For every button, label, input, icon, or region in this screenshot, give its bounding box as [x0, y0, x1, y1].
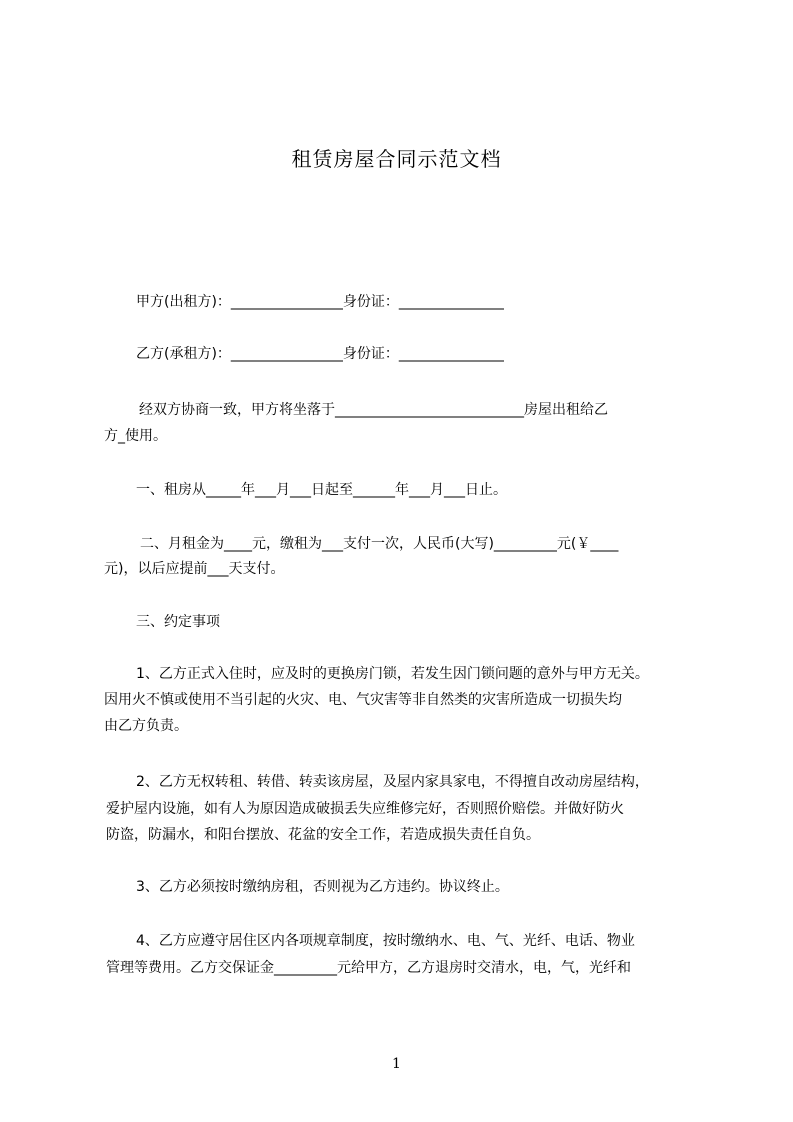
item-2-line-3: 防盗，防漏水，和阳台摆放、花盆的安全工作，若造成损失责任自负。: [106, 827, 540, 843]
party-b-line: 乙方(承租方)：________________身份证：_______________: [136, 346, 504, 362]
agreement-line-1: 经双方协商一致，甲方将坐落于___________________________房屋出租给乙: [139, 402, 608, 418]
item-1-line-2: 因用火不慎或使用不当引起的火灾、电、气灾害等非自然类的灾害所造成一切损失均: [104, 692, 622, 708]
document-title: 租赁房屋合同示范文档: [291, 147, 502, 171]
clause-3-heading: 三、约定事项: [136, 614, 220, 630]
agreement-line-2: 方_使用。: [104, 428, 167, 444]
item-2-line-2: 爱护屋内设施，如有人为原因造成破损丢失应维修完好，否则照价赔偿。并做好防火: [106, 801, 624, 817]
item-1-line-1: 1、乙方正式入住时，应及时的更换房门锁，若发生因门锁问题的意外与甲方无关。: [136, 666, 649, 682]
page-number: 1: [392, 1056, 401, 1072]
clause-2-line-1: 二、月租金为____元，缴租为___支付一次，人民币(大写)_________元(￥____: [140, 536, 619, 552]
item-1-line-3: 由乙方负责。: [104, 718, 188, 734]
party-a-line: 甲方(出租方)：________________身份证：_______________: [136, 294, 504, 310]
clause-1-line: 一、租房从_____年___月___日起至______年___月___日止。: [136, 482, 507, 498]
item-3-line: 3、乙方必须按时缴纳房租，否则视为乙方违约。协议终止。: [136, 879, 509, 895]
item-4-line-2: 管理等费用。乙方交保证金_________元给甲方，乙方退房时交清水，电，气，光纤和: [106, 960, 631, 976]
item-2-line-1: 2、乙方无权转租、转借、转卖该房屋，及屋内家具家电，不得擅自改动房屋结构，: [136, 774, 649, 790]
clause-2-line-2: 元)，以后应提前___天支付。: [104, 561, 285, 577]
item-4-line-1: 4、乙方应遵守居住区内各项规章制度，按时缴纳水、电、气、光纤、电话、物业: [136, 933, 635, 949]
